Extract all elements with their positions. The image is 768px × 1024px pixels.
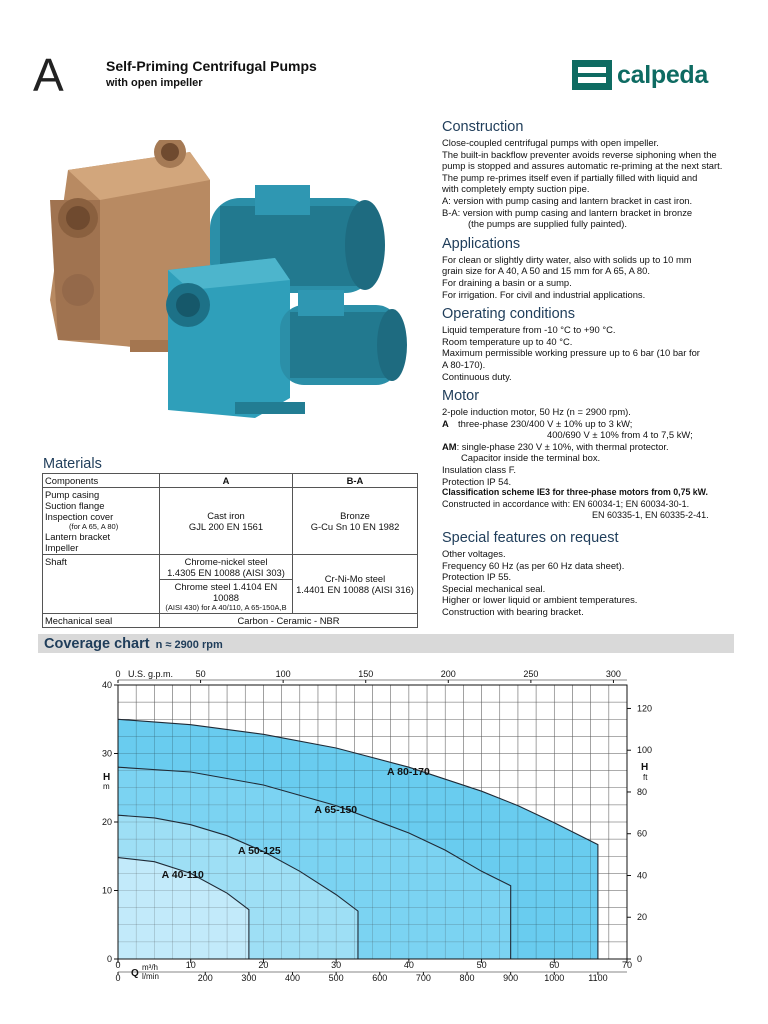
operating-line: Continuous duty. [442,370,512,382]
casing-components-cell [43,488,160,555]
motor-ie3: Classification scheme IE3 for three-phase motors from 0,75 kW. [442,487,708,498]
component-name: Suction flange [45,500,105,511]
y-tick-label: 10 [101,885,112,896]
construction-line: (the pumps are supplied fully painted). [468,218,627,230]
lmin-tick-label: 900 [503,973,519,983]
motor-am-line-2: Capacitor inside the terminal box. [461,452,601,464]
x-tick-label: 50 [476,960,487,970]
lmin-tick-label: 500 [328,973,344,983]
spec-column [442,119,734,624]
y-ft-tick-label: 80 [637,786,648,797]
casing-a-cell [160,488,293,555]
brand-logo [572,60,708,90]
material-value: Bronze [340,510,370,521]
product-image [40,140,420,440]
special-line: Special mechanical seal. [442,582,546,594]
lmin-tick-label: 600 [372,973,388,983]
materials-heading: Materials [43,456,102,472]
x-axis-unit: l/min [142,972,159,981]
x-axis-unit: m³/h [142,963,158,972]
motor-protection: Protection IP 54. [442,475,512,487]
y-tick-label: 0 [106,954,112,964]
series-letter: A [33,49,64,101]
component-name: Pump casing [45,489,100,500]
construction-heading: Construction [442,119,524,135]
y-axis-unit-right: ft [643,773,648,782]
material-value: Chrome-nickel steel [184,556,268,567]
special-line: Protection IP 55. [442,571,512,583]
table-row [43,474,418,488]
operating-line: Room temperature up to 40 °C. [442,335,573,347]
y-tick-label: 20 [101,817,112,827]
applications-line: For irrigation. For civil and industrial applications. [442,288,646,300]
construction-line: Close-coupled centrifugal pumps with open impeller. [442,137,659,148]
table-row [43,488,418,555]
y-tick-label: 30 [101,748,112,759]
motor-a-line-2: 400/690 V ± 10% from 4 to 7,5 kW; [547,429,693,441]
lmin-tick-label: 800 [459,973,475,983]
x-tick-label: 0 [115,960,121,970]
material-value: Cast iron [207,510,245,521]
gpm-tick-label: 300 [605,669,621,679]
document-title: Self-Priming Centrifugal Pumps [106,58,317,74]
construction-line: with completely empty suction pipe. [442,183,590,195]
motor-three-phase-row [442,418,734,430]
logo-text: calpeda [617,60,709,89]
operating-section [442,306,734,382]
component-note: (for A 65, A 80) [69,522,119,531]
gpm-tick-label: 50 [195,669,206,679]
logo-mark-icon [572,60,612,90]
y-ft-tick-label: 40 [637,870,648,881]
x-tick-label: 10 [185,960,196,970]
series-label: A 50-125 [237,845,281,858]
shaft-label: Shaft [43,555,160,614]
special-line: Construction with bearing bracket. [442,606,584,617]
construction-line: pump is stopped and assures automatic re-priming at the next start. [442,160,723,172]
motor-am-key: AM [442,440,457,452]
x-axis-label: Q [131,968,139,979]
applications-line: For draining a basin or a sump. [442,276,572,288]
component-name: Lantern bracket [45,531,111,542]
material-value: Cr-Ni-Mo steel [324,573,386,584]
series-label: A 80-170 [387,766,430,779]
gpm-tick-label: 150 [358,669,374,679]
x-tick-label: 60 [549,960,560,970]
table-row [43,614,418,628]
component-name: Impeller [45,542,79,553]
operating-line: Maximum permissible working pressure up to 6 bar (10 bar for [442,347,700,359]
operating-line: A 80-170). [442,358,486,370]
lmin-tick-label: 0 [115,973,121,983]
series-label: A 65-150 [314,804,358,817]
motor-insulation: Insulation class F. [442,464,516,476]
y-ft-tick-label: 100 [637,745,653,756]
lmin-tick-label: 1000 [544,973,565,983]
y-ft-tick-label: 60 [637,828,648,839]
lmin-tick-label: 1100 [588,973,608,983]
component-name: Inspection cover [45,511,114,522]
motor-heading: Motor [442,388,480,405]
coverage-title: Coverage chart [44,636,150,652]
seal-value: Carbon - Ceramic - NBR [160,614,418,628]
material-value: GJL 200 EN 1561 [188,521,264,532]
operating-heading: Operating conditions [442,306,575,323]
applications-heading: Applications [442,235,521,252]
coverage-chart [0,660,768,1000]
coverage-rpm: n ≈ 2900 rpm [155,639,223,651]
gpm-axis-label: U.S. g.p.m. [128,669,174,679]
document-subtitle: with open impeller [106,77,203,89]
special-heading: Special features on request [442,530,619,547]
material-value: 1.4305 EN 10088 (AISI 303) [167,567,285,578]
shaft-ba-cell [293,555,418,614]
special-line: Higher or lower liquid or ambient temperatures. [442,594,638,606]
shaft-a-alt-cell [160,580,293,614]
construction-line: A: version with pump casing and lantern bracket in cast iron. [442,194,693,206]
operating-line: Liquid temperature from -10 °C to +90 °C. [442,324,616,336]
col-components-header: Components [43,474,160,488]
material-value: Chrome steel 1.4104 EN 10088 [174,581,278,603]
gpm-tick-label: 100 [275,669,291,679]
material-value: 1.4401 EN 10088 (AISI 316) [296,584,414,595]
shaft-a-cell [160,555,293,580]
construction-line: B-A: version with pump casing and lantern bracket in bronze [442,206,693,218]
col-ba-header: B-A [293,474,418,488]
construction-line: The pump re-primes itself even if partially filled with liquid and [442,171,698,183]
y-ft-tick-label: 120 [637,703,653,714]
motor-am-row [442,441,734,453]
motor-a-key: A [442,417,449,429]
applications-section [442,236,734,300]
casing-ba-cell [293,488,418,555]
x-tick-label: 20 [258,960,269,970]
gpm-tick-label: 250 [523,669,539,679]
seal-label: Mechanical seal [43,614,160,628]
lmin-tick-label: 400 [284,973,301,983]
coverage-title-row [44,636,223,652]
applications-line: For clean or slightly dirty water, also with solids up to 10 mm [442,253,692,265]
blue-motor-front-image [280,290,407,385]
y-tick-label: 40 [101,680,112,690]
motor-line: 2-pole induction motor, 50 Hz (n = 2900 rpm). [442,406,631,418]
materials-table [42,473,418,628]
applications-line: grain size for A 40, A 50 and 15 mm for A 65, A 80. [442,265,650,277]
motor-constructed: Constructed in accordance with: EN 60034-1; EN 60034-30-1. [442,498,690,509]
y-ft-tick-label: 20 [637,912,648,923]
special-section [442,530,734,618]
special-line: Other voltages. [442,548,506,560]
y-axis-unit-left: m [103,782,110,791]
table-row [43,555,418,580]
y-axis-label: H [103,772,111,783]
construction-line: The built-in backflow preventer avoids reverse siphoning when the [442,148,717,160]
lmin-tick-label: 200 [197,973,213,983]
x-tick-label: 30 [331,960,342,970]
special-line: Frequency 60 Hz (as per 60 Hz data sheet). [442,559,625,571]
motor-section [442,388,734,522]
y-axis-label-right: H [641,762,649,773]
motor-am-line: : single-phase 230 V ± 10%, with thermal protector. [456,440,669,452]
motor-a-line: three-phase 230/400 V ± 10% up to 3 kW; [458,417,633,429]
material-value: G-Cu Sn 10 EN 1982 [310,521,400,532]
y-ft-tick-label: 0 [637,954,643,964]
lmin-tick-label: 300 [241,973,257,983]
x-tick-label: 70 [621,960,633,970]
gpm-tick-label: 0 [115,669,121,679]
lmin-tick-label: 700 [415,973,431,983]
motor-constructed-2: EN 60335-1, EN 60335-2-41. [592,510,709,521]
chart-areas [118,685,627,959]
x-tick-label: 40 [403,960,414,970]
construction-section [442,119,734,230]
material-value: (AISI 430) for A 40/110, A 65-150A,B [165,603,287,612]
col-a-header: A [160,474,293,488]
series-label: A 40-110 [161,868,204,881]
gpm-tick-label: 200 [440,669,456,679]
